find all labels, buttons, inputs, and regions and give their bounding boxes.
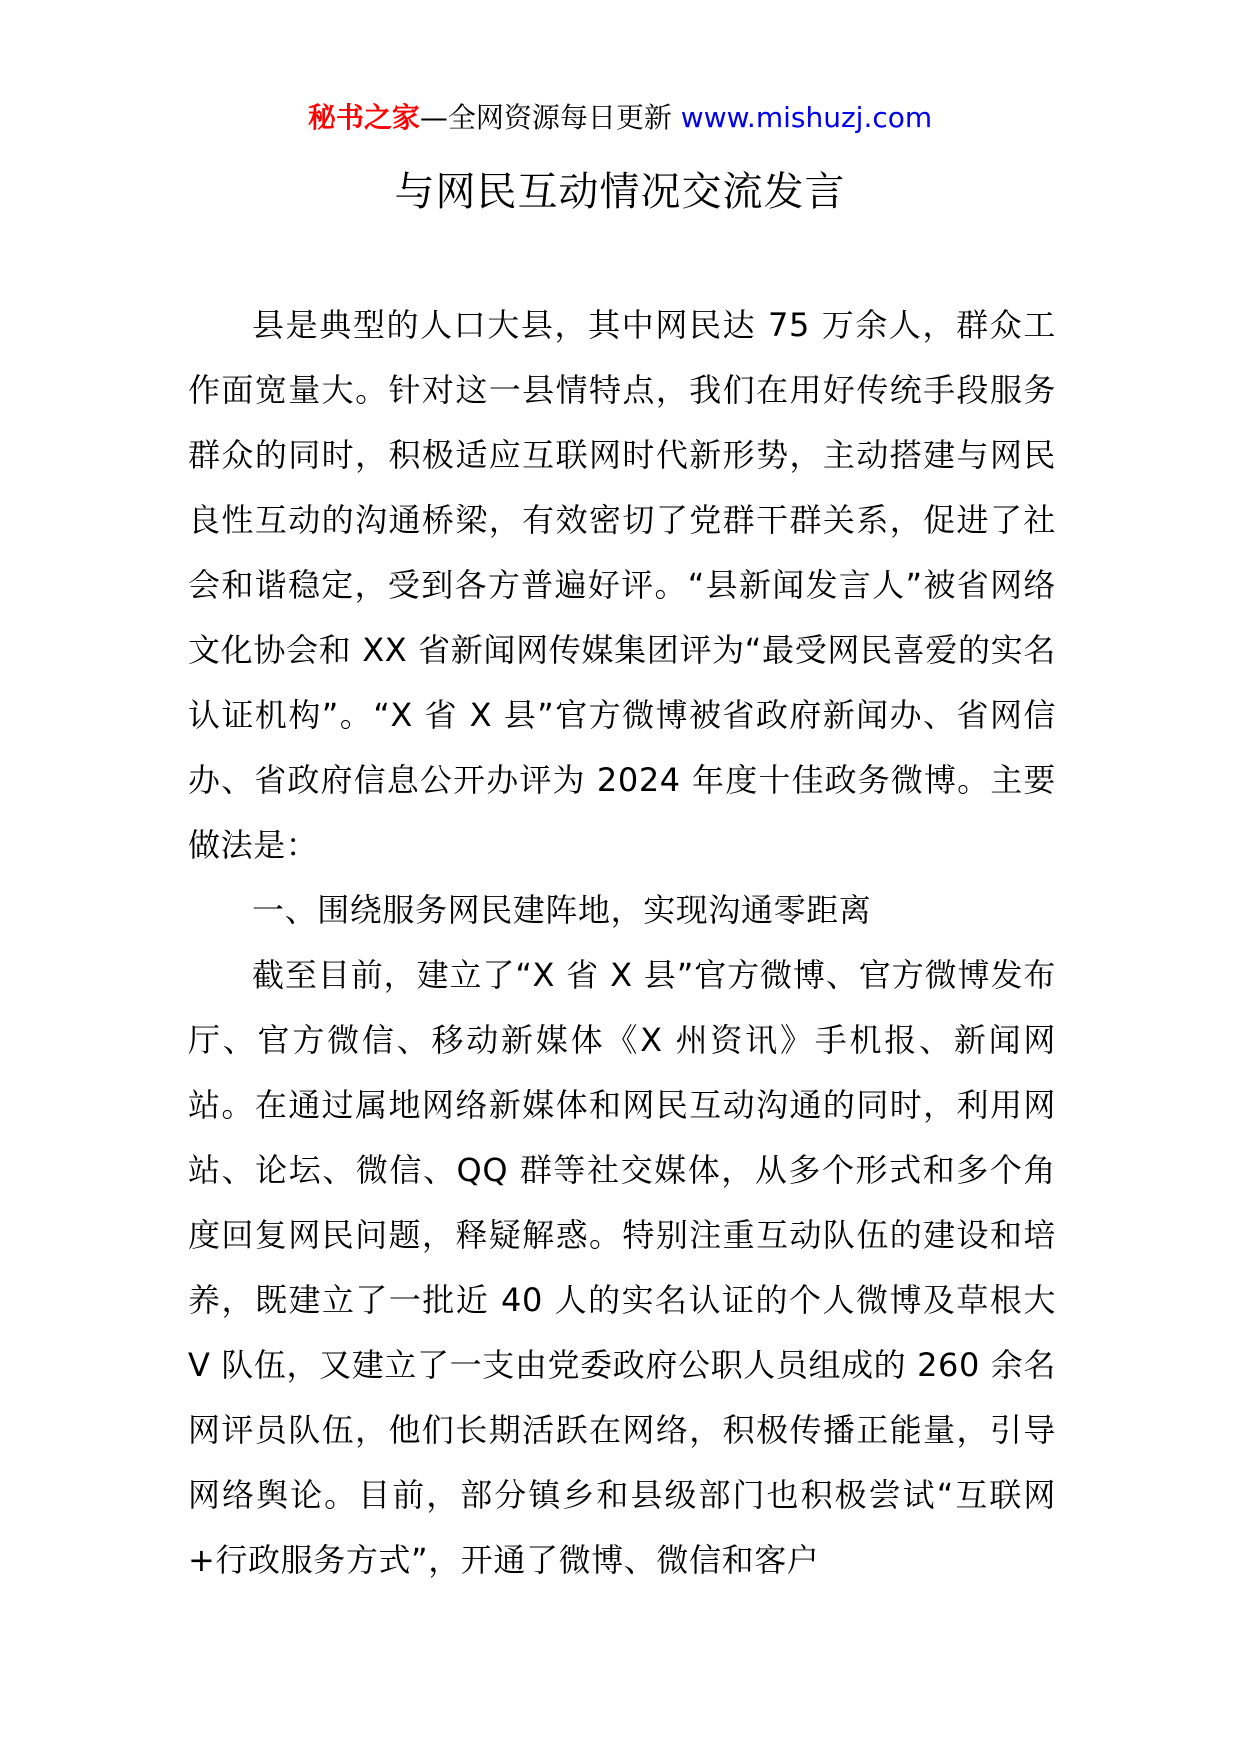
section-1-paragraph: 截至目前，建立了“X 省 X 县”官方微博、官方微博发布厅、官方微信、移动新媒体《X 州资讯》手机报、新闻网站。在通过属地网络新媒体和网民互动沟通的同时，利用网站、论坛、微信、QQ 群等社交媒体，从多个形式和多个角度回复网民问题，释疑解惑。特别注重互动队伍的建设和培养，既建立了一批近 40 人的实名认证的个人微博及草根大 V 队伍，又建立了一支由党委政府公职人员组成的 260 余名网评员队伍，他们长期活跃在网络，积极传播正能量，引导网络舆论。目前，部分镇乡和县级部门也积极尝试“互联网+行政服务方式”，开通了微博、微信和客户 (188, 956, 1056, 1579)
intro-paragraph: 县是典型的人口大县，其中网民达 75 万余人，群众工作面宽量大。针对这一县情特点，我们在用好传统手段服务群众的同时，积极适应互联网时代新形势，主动搭建与网民良性互动的沟通桥梁，有效密切了党群干群关系，促进了社会和谐稳定，受到各方普遍好评。“县新闻发言人”被省网络文化协会和 XX 省新闻网传媒集团评为“最受网民喜爱的实名认证机构”。“X 省 X 县”官方微博被省政府新闻办、省网信办、省政府信息公开办评为 2024 年度十佳政务微博。主要做法是： (188, 306, 1056, 864)
brand-name: 秘书之家 (307, 101, 420, 134)
section-heading-1: 一、围绕服务网民建阵地，实现沟通零距离 (252, 891, 872, 929)
header-tagline: —全网资源每日更新 (419, 101, 672, 134)
site-header (0, 98, 1240, 138)
site-url-link[interactable]: www.mishuzj.com (680, 101, 933, 134)
document-body (188, 293, 1056, 1593)
document-title: 与网民互动情况交流发言 (394, 169, 846, 215)
